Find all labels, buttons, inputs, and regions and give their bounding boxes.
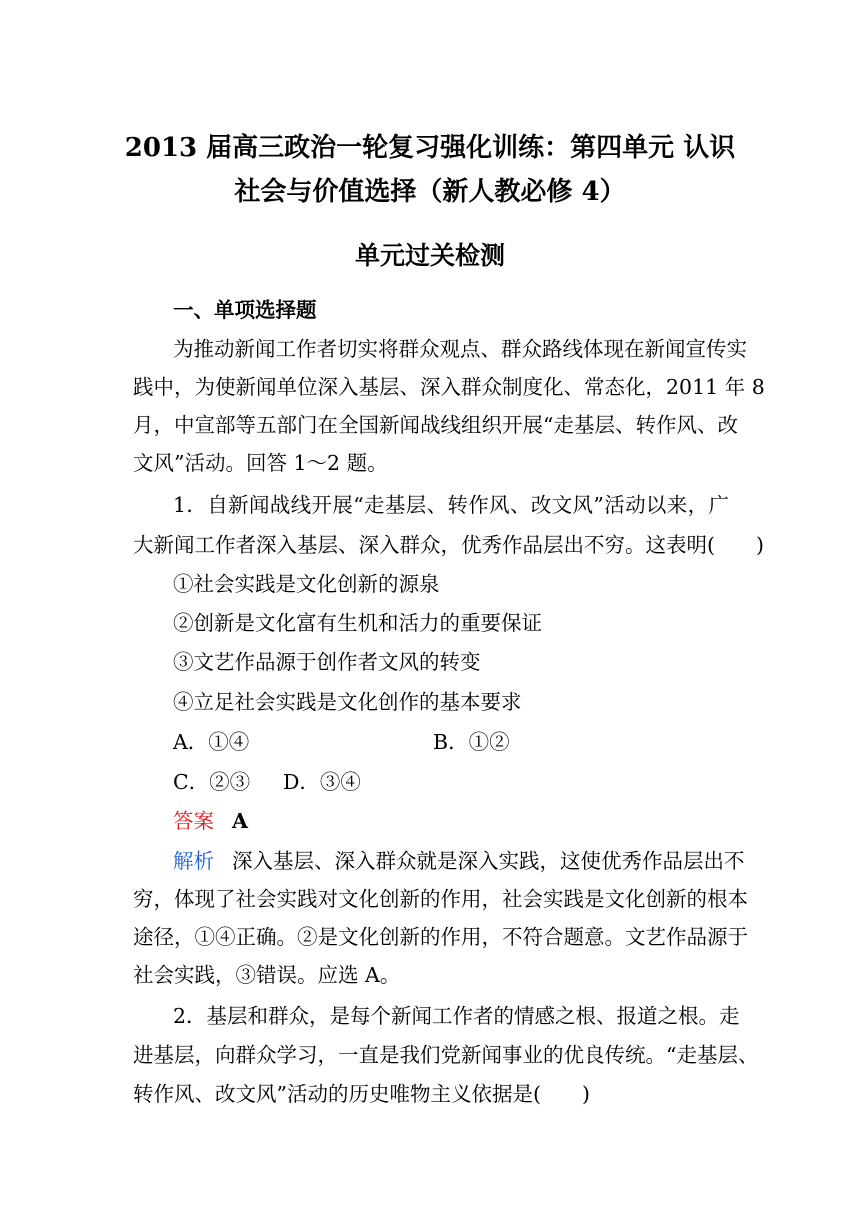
intro-line: 为推动新闻工作者切实将群众观点、群众路线体现在新闻宣传实 bbox=[173, 337, 747, 361]
answer-label: 答案 bbox=[173, 809, 214, 833]
question-1-stem: 1．自新闻战线开展“走基层、转作风、改文风”活动以来，广 bbox=[173, 493, 729, 517]
question-1-statement: ④立足社会实践是文化创作的基本要求 bbox=[173, 690, 522, 714]
analysis-line: 穷，体现了社会实践对文化创新的作用，社会实践是文化创新的根本 bbox=[133, 887, 748, 911]
intro-line: 践中，为使新闻单位深入基层、深入群众制度化、常态化，2011 年 8 bbox=[133, 375, 765, 399]
question-1-statement: ①社会实践是文化创新的源泉 bbox=[173, 572, 440, 596]
document-title-line-2: 社会与价值选择（新人教必修 4） bbox=[234, 177, 626, 207]
option-c: C．②③ bbox=[173, 770, 251, 794]
answer-value: A bbox=[232, 809, 248, 833]
analysis-line: 社会实践，③错误。应选 A。 bbox=[133, 963, 401, 987]
question-1-statement: ③文艺作品源于创作者文风的转变 bbox=[173, 650, 481, 674]
document-subtitle: 单元过关检测 bbox=[354, 241, 505, 270]
question-2-stem: 进基层，向群众学习，一直是我们党新闻事业的优良传统。“走基层、 bbox=[133, 1043, 759, 1067]
intro-line: 月，中宣部等五部门在全国新闻战线组织开展“走基层、转作风、改 bbox=[133, 413, 738, 437]
question-2-stem: 转作风、改文风”活动的历史唯物主义依据是( ) bbox=[133, 1082, 590, 1106]
intro-line: 文风”活动。回答 1～2 题。 bbox=[133, 451, 388, 475]
question-1-stem: 大新闻工作者深入基层、深入群众，优秀作品层出不穷。这表明( ) bbox=[133, 533, 764, 557]
question-1-statement: ②创新是文化富有生机和活力的重要保证 bbox=[173, 611, 542, 635]
analysis-line: 途径，①④正确。②是文化创新的作用，不符合题意。文艺作品源于 bbox=[133, 925, 748, 949]
answer-line bbox=[173, 806, 729, 836]
document-title-line-1: 2013 届高三政治一轮复习强化训练：第四单元 认识 bbox=[124, 133, 736, 163]
analysis-label: 解析 bbox=[173, 849, 214, 873]
analysis-text: 深入基层、深入群众就是深入实践，这使优秀作品层出不 bbox=[232, 849, 745, 873]
option-a: A．①④ bbox=[173, 730, 250, 754]
option-b: B．①② bbox=[433, 730, 510, 754]
analysis-line bbox=[173, 846, 745, 876]
section-heading: 一、单项选择题 bbox=[173, 298, 317, 322]
question-2-stem: 2．基层和群众，是每个新闻工作者的情感之根、报道之根。走 bbox=[173, 1004, 740, 1028]
option-d: D．③④ bbox=[283, 770, 361, 794]
